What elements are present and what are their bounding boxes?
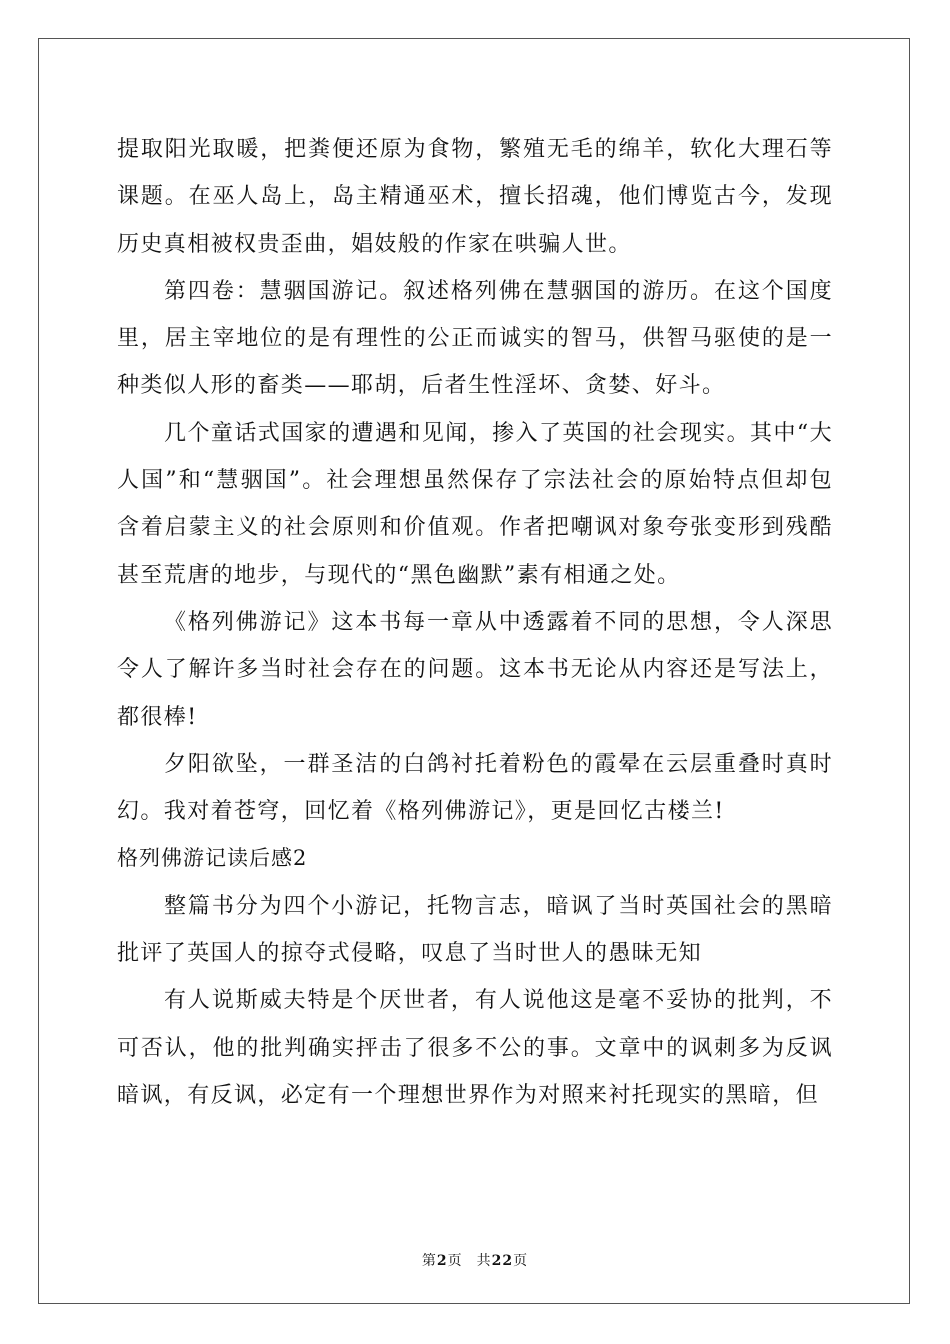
paragraph: 《格列佛游记》这本书每一章从中透露着不同的思想，令人深思令人了解许多当时社会存在的问题。这本书无论从内容还是写法上，都很棒! (117, 609, 833, 730)
page-prefix: 第 (421, 1253, 437, 1269)
paragraph: 几个童话式国家的遭遇和见闻，掺入了英国的社会现实。其中“大人国”和“慧骃国”。社会理想虽然保存了宗法社会的原始特点但却包含着启蒙主义的社会原则和价值观。作者把嘲讽对象夸张变形到残酷甚至荒唐的地步，与现代的“黑色幽默”素有相通之处。 (117, 420, 833, 588)
page-footer (0, 1250, 950, 1270)
section-heading: 格列佛游记读后感2 (117, 846, 308, 871)
page-mid: 页 (447, 1253, 463, 1269)
page-current: 2 (436, 1253, 448, 1269)
document-body (117, 126, 833, 1119)
paragraph: 有人说斯威夫特是个厌世者，有人说他这是毫不妥协的批判，不可否认，他的批判确实抨击了很多不公的事。文章中的讽刺多为反讽暗讽，有反讽，必定有一个理想世界作为对照来衬托现实的黑暗，但 (117, 988, 833, 1108)
paragraph: 整篇书分为四个小游记，托物言志，暗讽了当时英国社会的黑暗批评了英国人的掠夺式侵略，叹息了当时世人的愚昧无知 (117, 893, 833, 967)
paragraph: 夕阳欲坠，一群圣洁的白鸽衬托着粉色的霞晕在云层重叠时真时幻。我对着苍穹，回忆着《格列佛游记》，更是回忆古楼兰! (117, 751, 833, 825)
total-suffix: 页 (513, 1253, 529, 1269)
paragraph: 第四卷：慧骃国游记。叙述格列佛在慧骃国的游历。在这个国度里，居主宰地位的是有理性的公正而诚实的智马，供智马驱使的是一种类似人形的畜类——耶胡，后者生性淫坏、贪婪、好斗。 (117, 278, 833, 399)
paragraph-continued: 提取阳光取暖，把粪便还原为食物，繁殖无毛的绵羊，软化大理石等课题。在巫人岛上，岛主精通巫术，擅长招魂，他们博览古今，发现历史真相被权贵歪曲，娼妓般的作家在哄骗人世。 (117, 137, 833, 257)
total-prefix: 共 (476, 1253, 492, 1269)
page-total: 22 (491, 1253, 514, 1269)
